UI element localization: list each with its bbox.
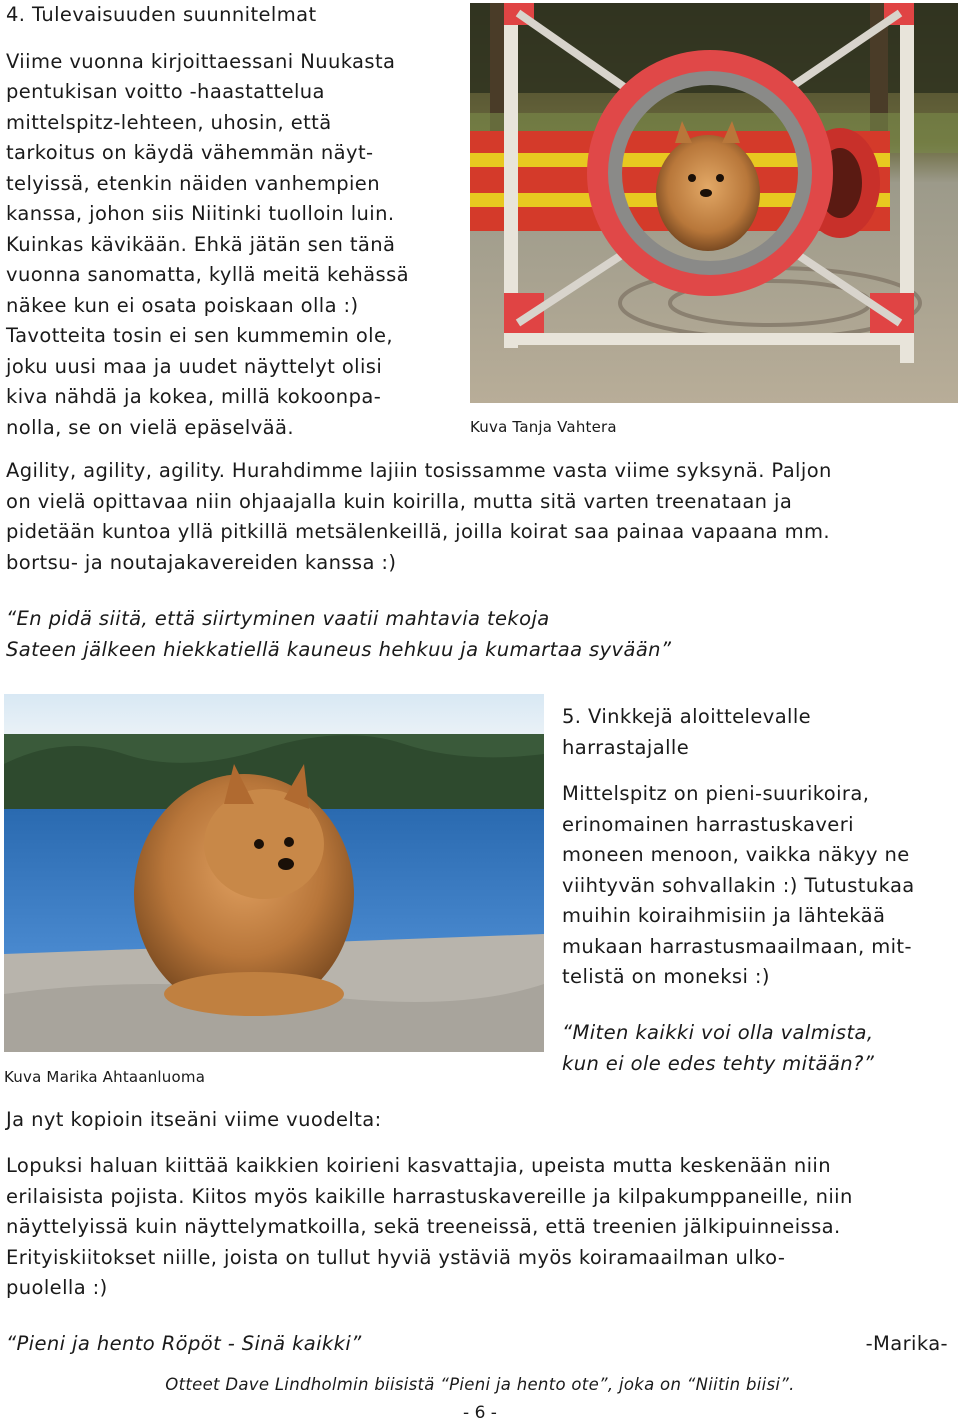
section-5-quote (562, 1018, 958, 1079)
quote-line: “En pidä siitä, että siirtyminen vaatii mahtavia tekoja (6, 607, 550, 630)
paragraph-line: muihin koiraihmisiin ja lähtekää (562, 904, 886, 927)
paragraph-line: Mittelspitz on pieni-suurikoira, (562, 782, 870, 805)
paragraph-line: pentukisan voitto -haastattelua (6, 80, 325, 103)
footnote: Otteet Dave Lindholmin biisistä “Pieni ja hento ote”, joka on “Niitin biisi”. (165, 1375, 795, 1394)
paragraph-line: vuonna sanomatta, kyllä meitä kehässä (6, 263, 409, 286)
paragraph-line: nolla, se on vielä epäselvää. (6, 415, 294, 439)
paragraph-line: bortsu- ja noutajakavereiden kanssa :) (6, 550, 397, 574)
paragraph-line: on vielä opittavaa niin ohjaajalla kuin koirilla, mutta sitä varten treenataan ja (6, 489, 793, 513)
paragraph-line: mittelspitz-lehteen, uhosin, että (6, 110, 332, 134)
paragraph-line: pidetään kuntoa yllä pitkillä metsälenkeillä, joilla koirat saa painaa vapaana mm. (6, 520, 831, 543)
paragraph-line: Kuinkas kävikään. Ehkä jätän sen tänä (6, 232, 396, 256)
paragraph-line: moneen menoon, vaikka näkyy ne (562, 843, 910, 866)
paragraph-line: mukaan harrastusmaailmaan, mit- (562, 934, 912, 958)
paragraph-line: telyissä, etenkin näiden vanhempien (6, 171, 380, 195)
paragraph-line: viihtyvän sohvallakin :) Tutustukaa (562, 873, 915, 897)
dog-on-rock-photo (4, 694, 544, 1052)
quote-line: kun ei ole edes tehty mitään?” (562, 1051, 875, 1075)
paragraph-line: kanssa, johon siis Niitinki tuolloin luin. (6, 202, 395, 225)
closing-paragraph (6, 1151, 956, 1304)
signoff-quote: “Pieni ja hento Röpöt - Sinä kaikki” (6, 1332, 362, 1355)
photo-caption: Kuva Tanja Vahtera (470, 418, 617, 436)
paragraph-line: telistä on moneksi :) (562, 965, 770, 988)
paragraph-line: näkee kun ei osata poiskaan olla :) (6, 293, 359, 317)
signoff-author: -Marika- (865, 1332, 948, 1355)
quote-line: Sateen jälkeen hiekkatiellä kauneus hehkuu ja kumartaa syvään” (6, 637, 672, 661)
paragraph-line: näyttelyissä kuin näyttelymatkoilla, sekä treeneissä, että treenien jälkipuinneissa. (6, 1215, 841, 1238)
paragraph-line: joku uusi maa ja uudet näyttelyt olisi (6, 354, 383, 378)
paragraph-line: tarkoitus on käydä vähemmän näyt- (6, 141, 374, 164)
section-4 (6, 0, 466, 443)
paragraph-line: Lopuksi haluan kiittää kaikkien koirieni kasvattajia, upeista mutta keskenään niin (6, 1154, 831, 1177)
paragraph-line: Agility, agility, agility. Hurahdimme lajiin tosissamme vasta viime syksynä. Paljon (6, 459, 832, 482)
agility-paragraph (6, 456, 956, 578)
paragraph-line: Tavotteita tosin ei sen kummemin ole, (6, 324, 393, 347)
photo-caption: Kuva Marika Ahtaanluoma (4, 1068, 206, 1086)
song-quote (6, 604, 956, 665)
section-5-heading: harrastajalle (562, 735, 690, 759)
copy-note: Ja nyt kopioin itseäni viime vuodelta: (6, 1108, 382, 1131)
section-5-heading: 5. Vinkkejä aloittelevalle (562, 705, 812, 728)
agility-hoop-photo (470, 3, 958, 403)
paragraph-line: erinomainen harrastuskaveri (562, 812, 854, 836)
page-number: - 6 - (463, 1403, 497, 1423)
section-4-heading: 4. Tulevaisuuden suunnitelmat (6, 3, 317, 26)
paragraph-line: Erityiskiitokset niille, joista on tullut hyviä ystäviä myös koiramaailman ulko- (6, 1245, 786, 1269)
quote-line: “Miten kaikki voi olla valmista, (562, 1021, 874, 1044)
paragraph-line: kiva nähdä ja kokea, millä kokoonpa- (6, 385, 382, 408)
section-5 (562, 702, 958, 993)
paragraph-line: Viime vuonna kirjoittaessani Nuukasta (6, 49, 396, 73)
paragraph-line: puolella :) (6, 1276, 108, 1299)
paragraph-line: erilaisista pojista. Kiitos myös kaikille harrastuskavereille ja kilpakumppaneille, niin (6, 1184, 853, 1208)
